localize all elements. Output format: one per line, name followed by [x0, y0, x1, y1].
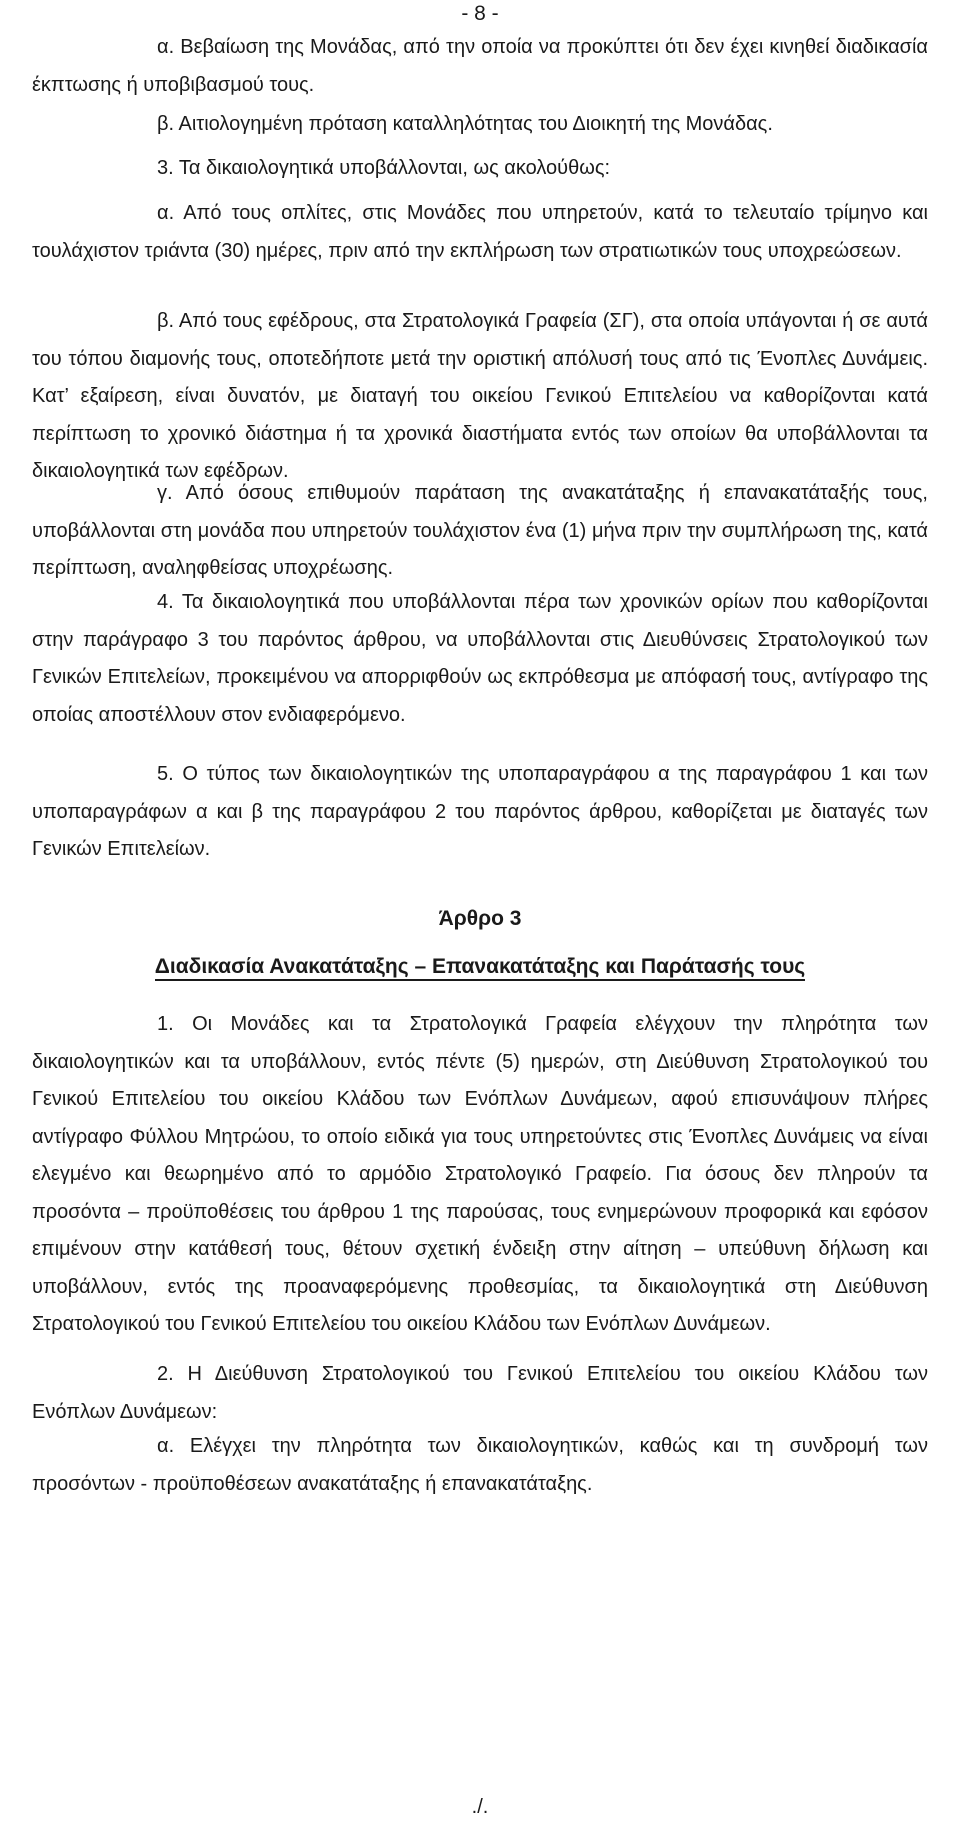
page-number: - 8 -: [461, 2, 499, 25]
article3-paragraph-2a: α. Ελέγχει την πληρότητα των δικαιολογητικών, καθώς και τη συνδρομή των προσόντων - προϋποθέσεων ανακατάταξης ή επανακατάταξης.: [32, 1435, 928, 1495]
paragraph-3a: α. Από τους οπλίτες, στις Μονάδες που υπηρετούν, κατά το τελευταίο τρίμηνο και τουλάχιστον τριάντα (30) ημέρες, πριν από την εκπλήρωση των στρατιωτικών τους υποχρεώσεων.: [32, 202, 928, 262]
article-title-text: Διαδικασία Ανακατάταξης – Επανακατάταξης και Παράτασής τους: [155, 955, 805, 981]
article-number: Άρθρο 3: [438, 907, 522, 930]
article3-paragraph-2: 2. Η Διεύθυνση Στρατολογικού του Γενικού Επιτελείου του οικείου Κλάδου των Ενόπλων Δυνάμεων:: [32, 1363, 928, 1423]
paragraph-3b: β. Από τους εφέδρους, στα Στρατολογικά Γραφεία (ΣΓ), στα οποία υπάγονται ή σε αυτά του τόπου διαμονής τους, οποτεδήποτε μετά την οριστική απόλυσή τους από τις Ένοπλες Δυνάμεις. Κατ’ εξαίρεση, είναι δυνατόν, με διαταγή του οικείου Γενικού Επιτελείου να καθορίζονται κατά περίπτωση το χρονικό διάστημα ή τα χρονικά διαστήματα εντός των οποίων θα υποβάλλονται τα δικαιολογητικά των εφέδρων.: [32, 310, 928, 482]
paragraph-alpha-certification: α. Βεβαίωση της Μονάδας, από την οποία να προκύπτει ότι δεν έχει κινηθεί διαδικασία έκπτωσης ή υποβιβασμού τους.: [32, 36, 928, 96]
paragraph-3: 3. Τα δικαιολογητικά υποβάλλονται, ως ακολούθως:: [157, 157, 611, 179]
paragraph-3c: γ. Από όσους επιθυμούν παράταση της ανακατάταξης ή επανακατάταξής τους, υποβάλλονται στη μονάδα που υπηρετούν τουλάχιστον ένα (1) μήνα πριν την συμπλήρωση της, κατά περίπτωση, αναληφθείσας υποχρέωσης.: [32, 482, 928, 579]
article-title: [32, 955, 928, 979]
paragraph-4: 4. Τα δικαιολογητικά που υποβάλλονται πέρα των χρονικών ορίων που καθορίζονται στην παράγραφο 3 του παρόντος άρθρου, να υποβάλλονται στις Διευθύνσεις Στρατολογικού των Γενικών Επιτελείων, προκειμένου να απορριφθούν ως εκπρόθεσμα με απόφασή τους, αντίγραφο της οποίας αποστέλλουν στον ενδιαφερόμενο.: [32, 591, 928, 726]
paragraph-5: 5. Ο τύπος των δικαιολογητικών της υποπαραγράφου α της παραγράφου 1 και των υποπαραγράφων α και β της παραγράφου 2 του παρόντος άρθρου, καθορίζεται με διαταγές των Γενικών Επιτελείων.: [32, 763, 928, 860]
article3-paragraph-1: 1. Οι Μονάδες και τα Στρατολογικά Γραφεία ελέγχουν την πληρότητα των δικαιολογητικών και τα υποβάλλουν, εντός πέντε (5) ημερών, στη Διεύθυνση Στρατολογικού του Γενικού Επιτελείου του οικείου Κλάδου των Ενόπλων Δυνάμεων, αφού επισυνάψουν πλήρες αντίγραφο Φύλλου Μητρώου, το οποίο ειδικά για τους υπηρετούντες στις Ένοπλες Δυνάμεις να είναι ελεγμένο και θεωρημένο από το αρμόδιο Στρατολογικό Γραφείο. Για όσους δεν πληρούν τα προσόντα – προϋποθέσεις του άρθρου 1 της παρούσας, τους ενημερώνουν προφορικά και εφόσον επιμένουν στην κατάθεσή τους, θέτουν σχετική ένδειξη στην αίτηση – υπεύθυνη δήλωση και υποβάλλουν, εντός της προαναφερόμενης προθεσμίας, τα δικαιολογητικά στη Διεύθυνση Στρατολογικού του Γενικού Επιτελείου του οικείου Κλάδου των Ενόπλων Δυνάμεων.: [32, 1013, 928, 1335]
continuation-mark: ./.: [471, 1796, 489, 1818]
paragraph-beta-proposal: β. Αιτιολογημένη πρόταση καταλληλότητας του Διοικητή της Μονάδας.: [157, 113, 773, 135]
